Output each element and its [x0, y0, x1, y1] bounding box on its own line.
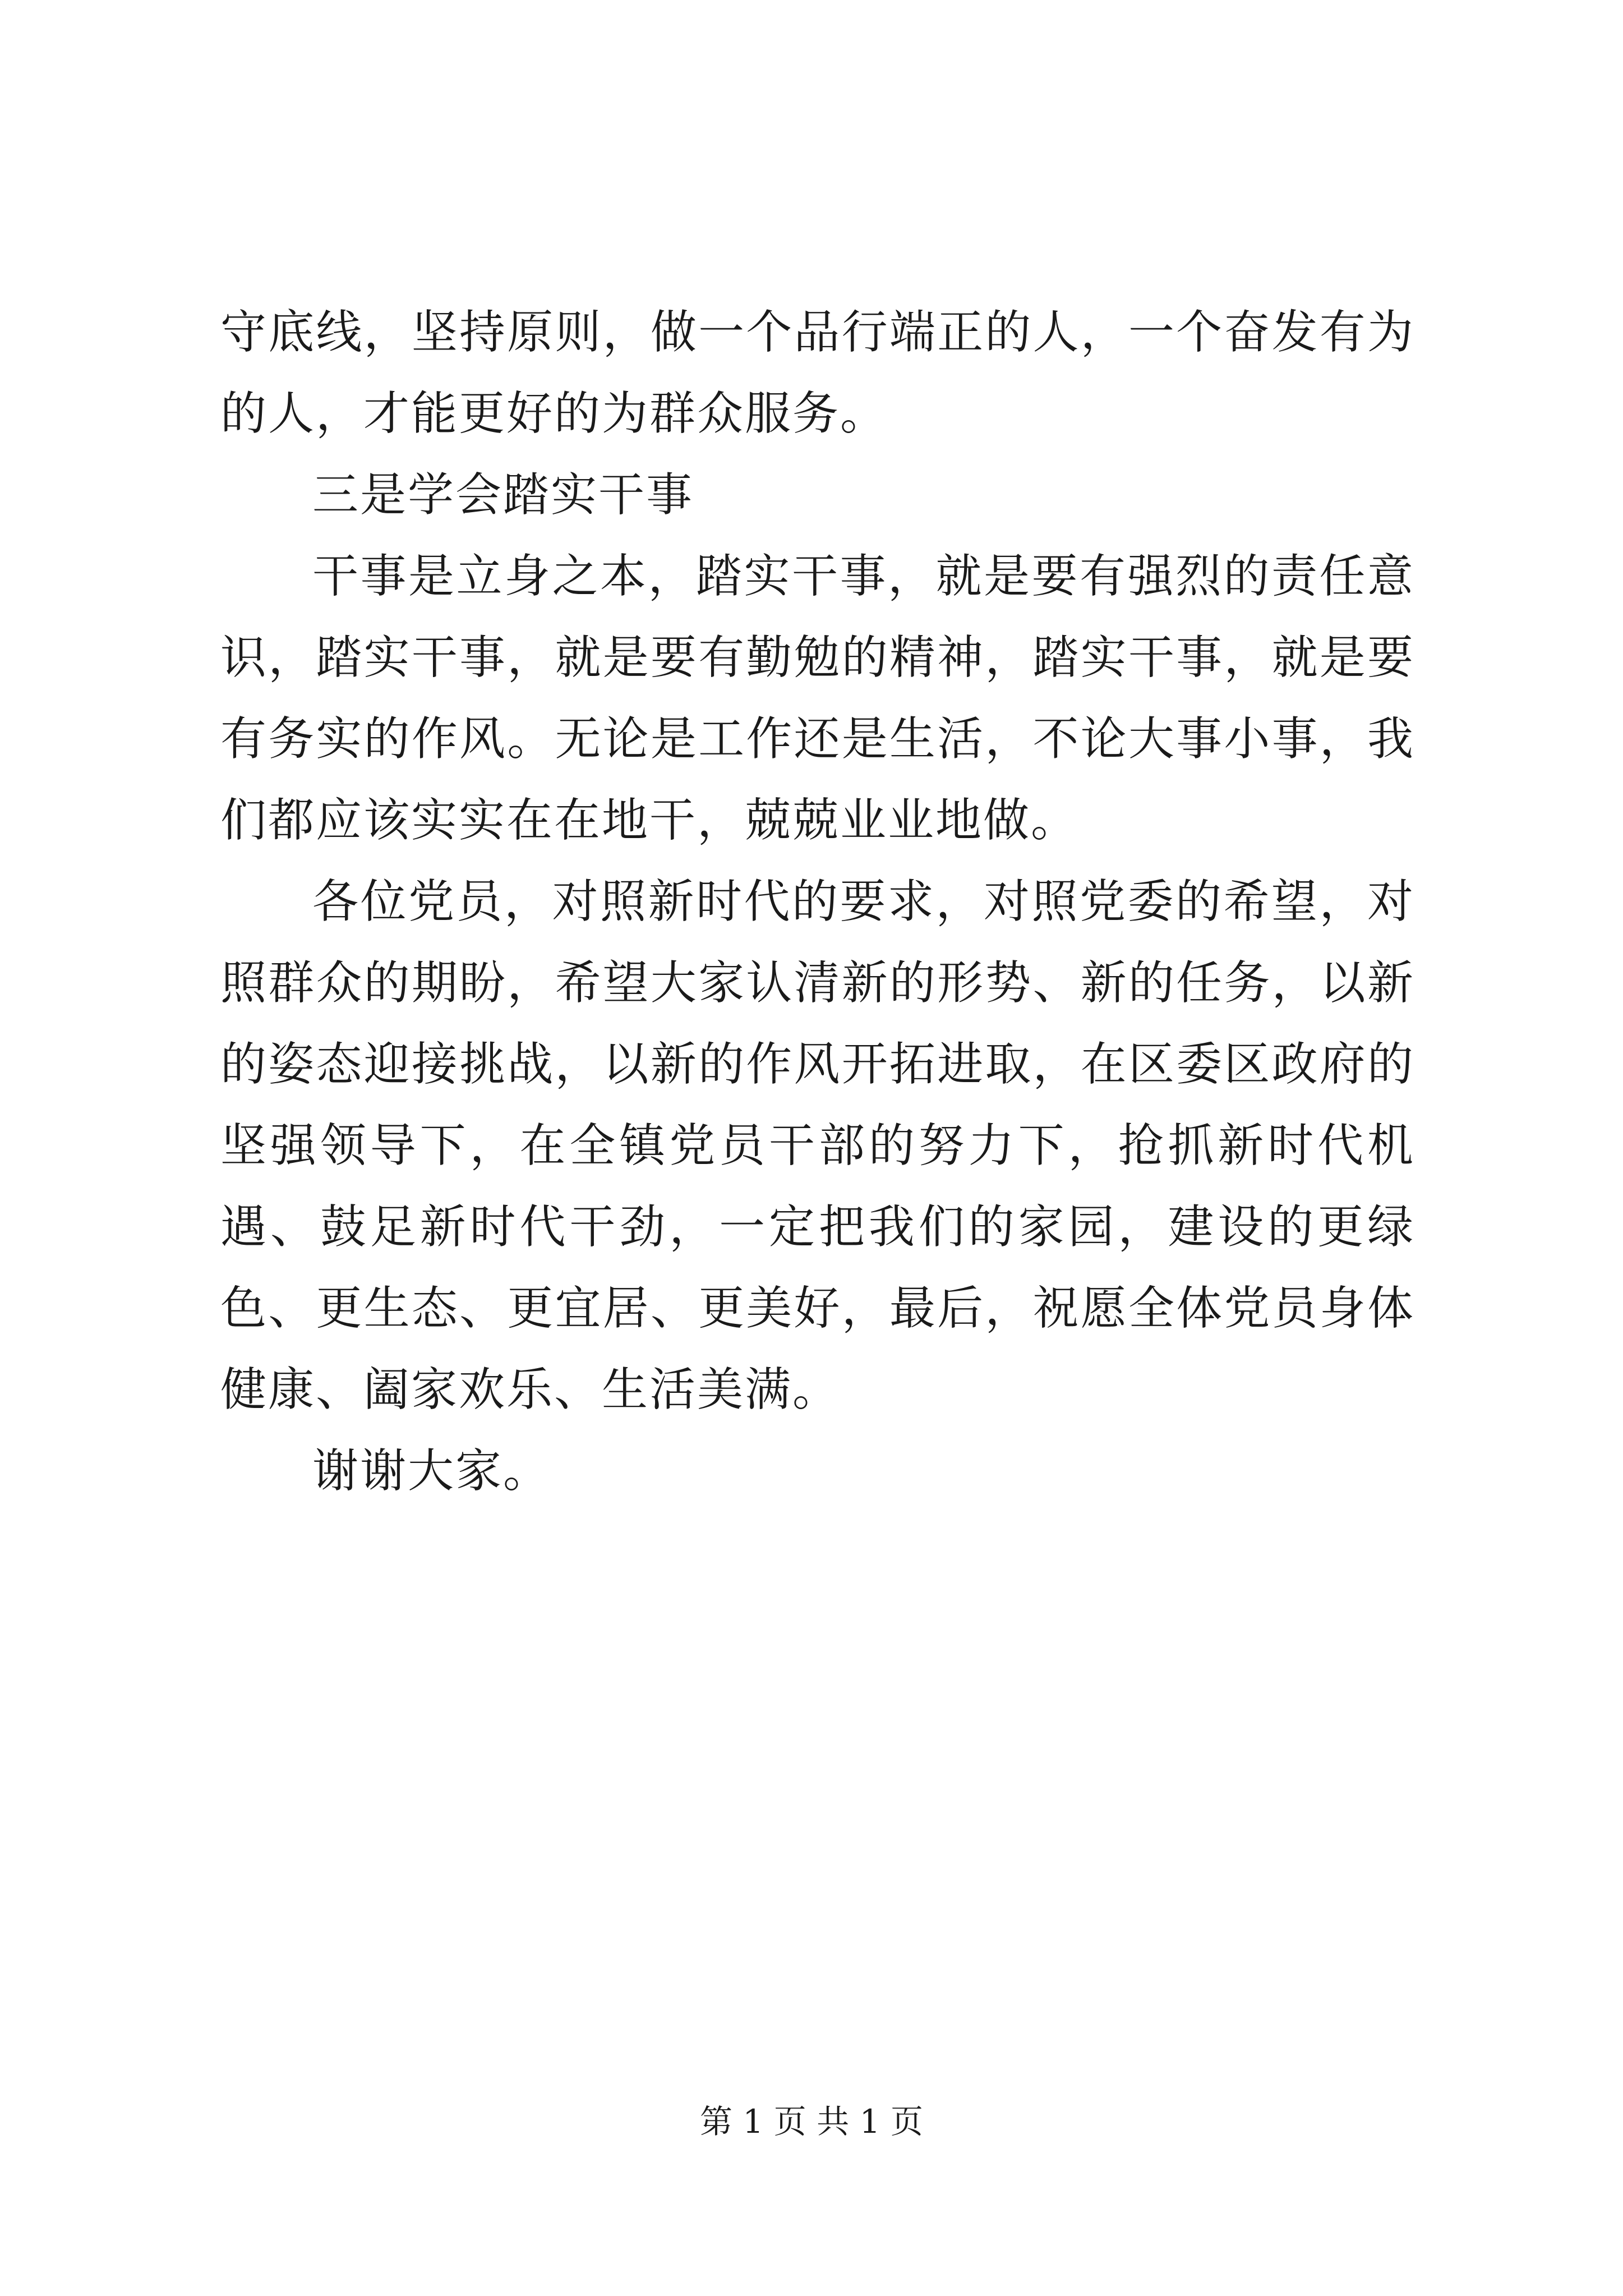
closing-line: 谢谢大家。 — [312, 1444, 551, 1498]
document-body — [220, 292, 1415, 1512]
paragraph: 各位党员，对照新时代的要求，对照党委的希望，对照群众的期盼，希望大家认清新的形势、新的任务，以新的姿态迎接挑战，以新的作风开拓进取，在区委区政府的坚强领导下，在全镇党员干部的努力下，抢抓新时代机遇、鼓足新时代干劲，一定把我们的家园，建设的更绿色、更生态、更宜居、更美好，最后，祝愿全体党员身体健康、阖家欢乐、生活美满。 — [220, 875, 1415, 1416]
paragraph-continuation: 守底线，坚持原则，做一个品行端正的人，一个奋发有为的人，才能更好的为群众服务。 — [220, 306, 1415, 440]
page-footer: 第 1 页 共 1 页 — [700, 2102, 923, 2141]
section-heading: 三是学会踏实干事 — [312, 468, 694, 522]
paragraph: 干事是立身之本，踏实干事，就是要有强烈的责任意识，踏实干事，就是要有勤勉的精神，踏实干事，就是要有务实的作风。无论是工作还是生活，不论大事小事，我们都应该实实在在地干，兢兢业业地做。 — [220, 550, 1415, 847]
